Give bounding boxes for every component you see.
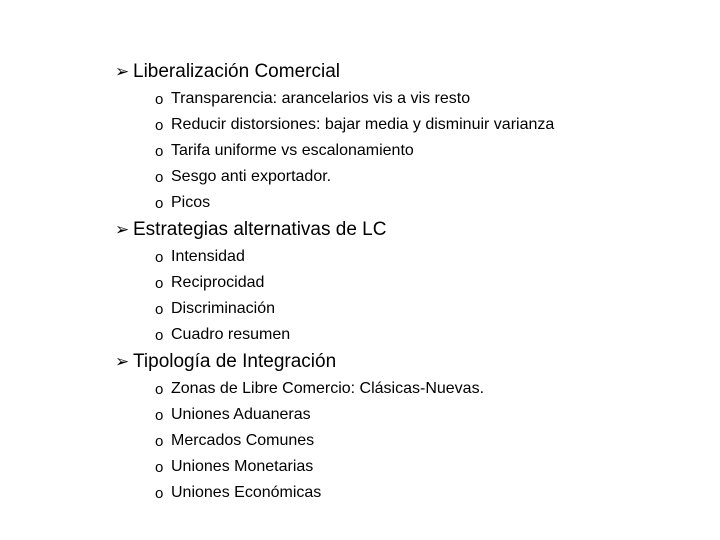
- list-item: [115, 138, 705, 164]
- list-item: [115, 270, 705, 296]
- bullet-list: [115, 376, 705, 506]
- circle-bullet-icon: o: [155, 458, 164, 476]
- list-item-text: Transparencia: arancelarios vis a vis resto: [171, 90, 471, 107]
- circle-bullet-icon: o: [155, 274, 164, 292]
- section-tipologia: [115, 348, 705, 506]
- list-item-text: Reducir distorsiones: bajar media y disminuir varianza: [171, 116, 555, 133]
- list-item: [115, 190, 705, 216]
- circle-bullet-icon: o: [155, 300, 164, 318]
- circle-bullet-icon: o: [155, 248, 164, 266]
- bullet-list: [115, 86, 705, 216]
- arrow-bullet-icon: ➢: [115, 220, 130, 239]
- list-item: [115, 402, 705, 428]
- section-heading: [115, 216, 705, 244]
- section-estrategias: [115, 216, 705, 348]
- list-item-text: Mercados Comunes: [171, 432, 315, 449]
- list-item: [115, 296, 705, 322]
- list-item: [115, 244, 705, 270]
- arrow-bullet-icon: ➢: [115, 62, 130, 81]
- section-heading-text: Estrategias alternativas de LC: [133, 219, 387, 240]
- list-item-text: Tarifa uniforme vs escalonamiento: [171, 142, 414, 159]
- circle-bullet-icon: o: [155, 90, 164, 108]
- list-item-text: Uniones Aduaneras: [171, 406, 311, 423]
- list-item: [115, 480, 705, 506]
- list-item: [115, 322, 705, 348]
- list-item-text: Zonas de Libre Comercio: Clásicas-Nuevas.: [171, 380, 485, 397]
- list-item-text: Picos: [171, 194, 211, 211]
- slide-content: [115, 58, 705, 506]
- list-item-text: Intensidad: [171, 248, 245, 265]
- section-heading: [115, 58, 705, 86]
- list-item-text: Uniones Económicas: [171, 484, 322, 501]
- circle-bullet-icon: o: [155, 326, 164, 344]
- list-item-text: Uniones Monetarias: [171, 458, 314, 475]
- circle-bullet-icon: o: [155, 380, 164, 398]
- circle-bullet-icon: o: [155, 432, 164, 450]
- section-heading: [115, 348, 705, 376]
- list-item: [115, 428, 705, 454]
- list-item-text: Sesgo anti exportador.: [171, 168, 332, 185]
- list-item: [115, 112, 705, 138]
- circle-bullet-icon: o: [155, 116, 164, 134]
- section-liberalizacion: [115, 58, 705, 216]
- list-item-text: Discriminación: [171, 300, 276, 317]
- list-item: [115, 86, 705, 112]
- list-item: [115, 164, 705, 190]
- list-item: [115, 376, 705, 402]
- list-item-text: Reciprocidad: [171, 274, 265, 291]
- bullet-list: [115, 244, 705, 348]
- list-item: [115, 454, 705, 480]
- section-heading-text: Tipología de Integración: [133, 351, 337, 372]
- circle-bullet-icon: o: [155, 406, 164, 424]
- circle-bullet-icon: o: [155, 142, 164, 160]
- section-heading-text: Liberalización Comercial: [133, 61, 340, 82]
- arrow-bullet-icon: ➢: [115, 352, 130, 371]
- list-item-text: Cuadro resumen: [171, 326, 291, 343]
- circle-bullet-icon: o: [155, 194, 164, 212]
- circle-bullet-icon: o: [155, 168, 164, 186]
- circle-bullet-icon: o: [155, 484, 164, 502]
